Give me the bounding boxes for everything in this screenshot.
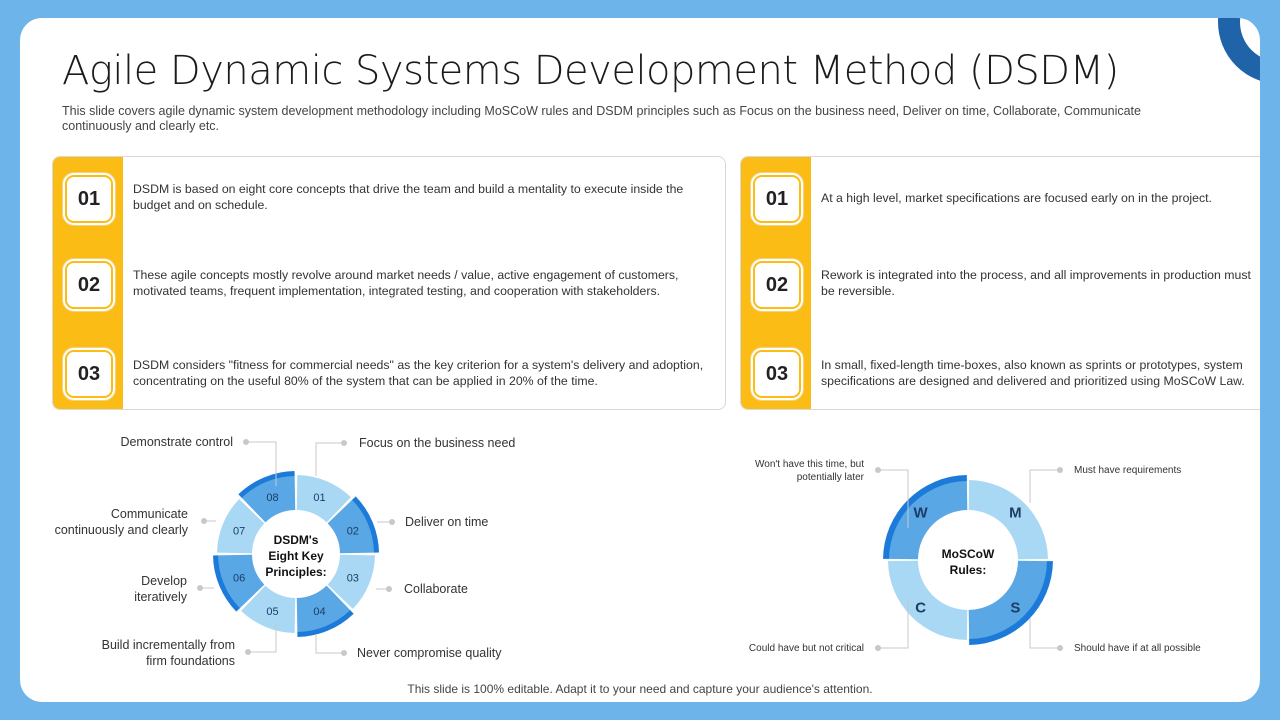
step-text-02: Rework is integrated into the process, and all improvements in production must be reversible.	[821, 268, 1251, 298]
step-number-02: 02	[753, 261, 801, 309]
dsdm-principles-ring	[213, 471, 379, 637]
dsdm-center-label: Eight Key	[268, 549, 324, 563]
label-deliver-on-time: Deliver on time	[405, 515, 489, 529]
connector-dot	[875, 467, 881, 473]
label-never-compromise-quality: Never compromise quality	[357, 646, 502, 660]
dsdm-segment-number: 03	[346, 572, 359, 585]
label-build-2: firm foundations	[146, 654, 235, 668]
slide	[20, 18, 1260, 702]
dsdm-segment-number: 08	[266, 492, 279, 505]
moscow-letter-c: C	[915, 599, 927, 617]
step-text-01: At a high level, market specifications are focused early on in the project.	[821, 191, 1212, 205]
step-text-01: DSDM is based on eight core concepts that drive the team and build a mentality to execute inside the budget and on schedule.	[133, 182, 684, 212]
moscow-center-label: Rules:	[949, 563, 987, 577]
label-develop-1: Develop	[141, 574, 187, 588]
label-communicate-2: continuously and clearly	[54, 523, 188, 537]
moscow-letter-m: M	[1009, 504, 1022, 522]
label-wont-have-2: potentially later	[796, 472, 864, 483]
connector-dot	[243, 439, 249, 445]
dsdm-segment-number: 07	[233, 525, 246, 538]
connector-line	[316, 634, 344, 653]
connector-line	[1030, 470, 1060, 503]
moscow-letter-s: S	[1010, 599, 1021, 617]
step-number-01: 01	[65, 175, 113, 223]
connector-line	[1030, 618, 1060, 648]
connector-dot	[197, 585, 203, 591]
connector-dot	[1057, 467, 1063, 473]
dsdm-segment-number: 05	[266, 605, 279, 618]
label-focus-business-need: Focus on the business need	[359, 436, 516, 450]
moscow-letter-w: W	[913, 504, 928, 522]
dsdm-center-label: DSDM's	[273, 533, 319, 547]
label-communicate-1: Communicate	[110, 507, 188, 521]
connector-dot	[386, 586, 392, 592]
step-number-03: 03	[65, 350, 113, 398]
footer-note: This slide is 100% editable. Adapt it to your need and capture your audience's attention.	[407, 682, 873, 696]
dsdm-segment-number: 06	[233, 572, 246, 585]
step-text-02: These agile concepts mostly revolve around market needs / value, active engagement of customers, motivated teams, frequent implementation, integrated testing, and cooperation with stakeholders.	[133, 268, 679, 298]
step-text-03: In small, fixed-length time-boxes, also known as sprints or prototypes, system specifications are designed and delivered and prioritized using MoSCoW Law.	[821, 358, 1245, 388]
connector-dot	[1057, 645, 1063, 651]
page-subtitle: This slide covers agile dynamic system development methodology including MoSCoW rules and DSDM principles such as Focus on the business need, Deliver on time, Collaborate, Communicate continuously and clearly etc.	[62, 104, 1141, 133]
step-number-01: 01	[753, 175, 801, 223]
connector-dot	[201, 518, 207, 524]
label-should-have: Should have if at all possible	[1074, 643, 1201, 654]
label-collaborate: Collaborate	[404, 582, 468, 596]
page-title: Agile Dynamic Systems Development Method (DSDM)	[62, 48, 1119, 94]
label-wont-have-1: Won't have this time, but	[755, 459, 864, 470]
step-text-03: DSDM considers "fitness for commercial needs" as the key criterion for a system's delivery and adoption, concentrating on the useful 80% of the system that can be applied in 20% of the time.	[133, 358, 704, 388]
connector-dot	[245, 649, 251, 655]
dsdm-center-label: Principles:	[265, 565, 327, 579]
label-build-1: Build incrementally from	[101, 638, 235, 652]
connector-line	[316, 443, 344, 476]
label-demonstrate-control: Demonstrate control	[120, 435, 233, 449]
moscow-center-label: MoSCoW	[941, 547, 995, 561]
label-must-have: Must have requirements	[1074, 465, 1182, 476]
step-number-03: 03	[753, 350, 801, 398]
connector-dot	[341, 440, 347, 446]
label-develop-2: iteratively	[134, 590, 187, 604]
diagrams-canvas	[20, 18, 1260, 702]
connector-dot	[341, 650, 347, 656]
connector-dot	[875, 645, 881, 651]
connector-dot	[389, 519, 395, 525]
label-could-have: Could have but not critical	[748, 643, 864, 654]
dsdm-segment-number: 02	[346, 525, 359, 538]
dsdm-segment-number: 04	[313, 605, 326, 618]
moscow-rules-ring	[883, 475, 1053, 645]
step-number-02: 02	[65, 261, 113, 309]
dsdm-segment-number: 01	[313, 492, 326, 505]
